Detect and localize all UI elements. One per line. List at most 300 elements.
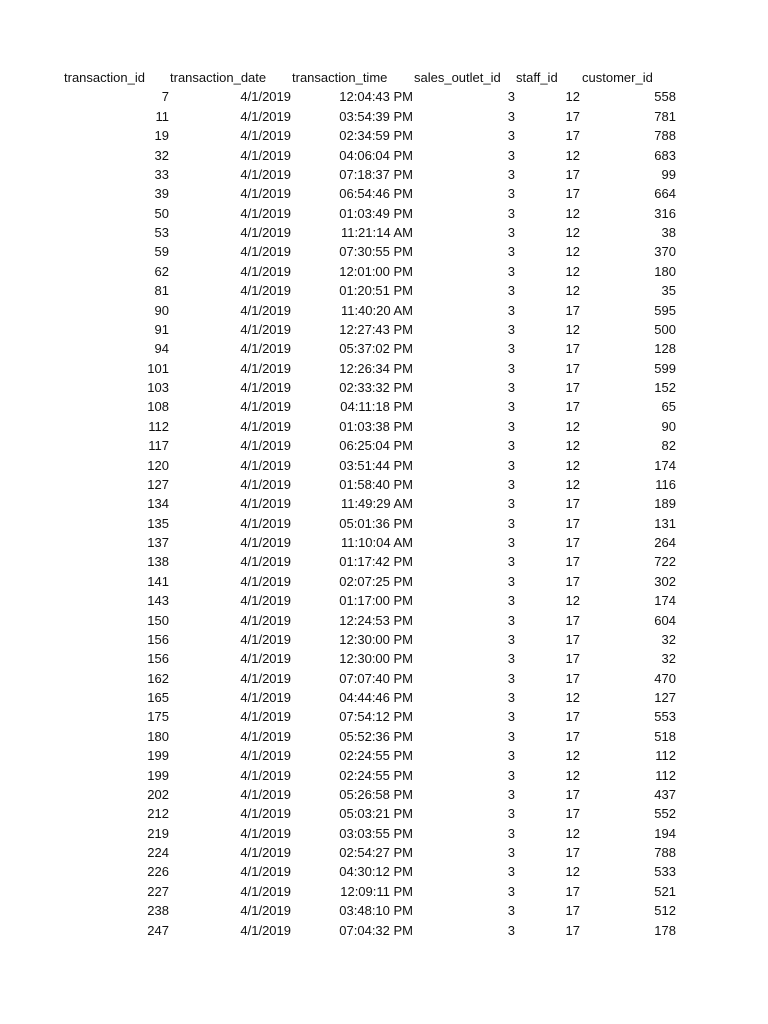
cell-transaction-id: 32 xyxy=(154,147,169,163)
cell-transaction-date: 4/1/2019 xyxy=(240,89,291,105)
header-transaction-id: transaction_id xyxy=(64,70,145,85)
cell-sales-outlet-id: 3 xyxy=(507,728,515,744)
table-row xyxy=(0,630,768,649)
cell-transaction-time: 04:44:46 PM xyxy=(339,690,413,705)
cell-transaction-id: 224 xyxy=(147,845,169,860)
cell-sales-outlet-id: 3 xyxy=(507,438,515,454)
cell-transaction-time: 03:03:55 PM xyxy=(339,825,413,841)
cell-transaction-time: 07:18:37 PM xyxy=(339,166,413,182)
cell-transaction-date: 4/1/2019 xyxy=(240,573,291,589)
cell-staff-id: 17 xyxy=(565,341,580,357)
cell-transaction-date: 4/1/2019 xyxy=(240,302,291,318)
cell-transaction-time: 01:17:42 PM xyxy=(339,554,413,570)
table-row xyxy=(0,262,768,281)
cell-sales-outlet-id: 3 xyxy=(507,496,515,512)
cell-staff-id: 12 xyxy=(565,748,580,764)
header-sales-outlet-id: sales_outlet_id xyxy=(414,70,501,85)
header-transaction-date: transaction_date xyxy=(170,70,267,85)
cell-sales-outlet-id: 3 xyxy=(507,767,515,783)
cell-transaction-id: 120 xyxy=(147,457,169,473)
cell-sales-outlet-id: 3 xyxy=(507,476,515,492)
table-row xyxy=(0,165,768,184)
cell-transaction-id: 162 xyxy=(147,670,169,686)
cell-transaction-date: 4/1/2019 xyxy=(240,612,291,628)
cell-transaction-time: 02:07:25 PM xyxy=(339,573,413,589)
cell-transaction-date: 4/1/2019 xyxy=(240,748,291,764)
cell-customer-id: 178 xyxy=(654,922,676,938)
table-row xyxy=(0,843,768,862)
cell-sales-outlet-id: 3 xyxy=(507,593,515,609)
cell-transaction-id: 156 xyxy=(147,651,169,667)
cell-customer-id: 174 xyxy=(654,457,676,473)
cell-transaction-time: 02:34:59 PM xyxy=(339,128,413,144)
cell-sales-outlet-id: 3 xyxy=(507,186,515,202)
cell-transaction-date: 4/1/2019 xyxy=(240,631,291,647)
table-row xyxy=(0,669,768,688)
cell-transaction-date: 4/1/2019 xyxy=(240,205,291,221)
table-row xyxy=(0,785,768,804)
cell-transaction-time: 12:30:00 PM xyxy=(339,651,413,667)
cell-sales-outlet-id: 3 xyxy=(507,341,515,357)
table-row xyxy=(0,824,768,843)
cell-transaction-id: 7 xyxy=(161,89,169,105)
cell-sales-outlet-id: 3 xyxy=(507,845,515,860)
cell-sales-outlet-id: 3 xyxy=(507,670,515,686)
cell-transaction-time: 01:20:51 PM xyxy=(339,283,413,299)
cell-customer-id: 194 xyxy=(654,825,676,841)
cell-transaction-id: 141 xyxy=(147,573,169,589)
cell-transaction-date: 4/1/2019 xyxy=(240,186,291,202)
cell-transaction-time: 03:51:44 PM xyxy=(339,457,413,473)
cell-staff-id: 17 xyxy=(565,554,580,570)
cell-sales-outlet-id: 3 xyxy=(507,457,515,473)
cell-staff-id: 17 xyxy=(565,166,580,182)
cell-transaction-time: 02:33:32 PM xyxy=(339,380,413,395)
cell-staff-id: 17 xyxy=(565,651,580,667)
cell-transaction-date: 4/1/2019 xyxy=(240,515,291,531)
cell-transaction-id: 227 xyxy=(147,883,169,899)
table-row xyxy=(0,281,768,300)
cell-sales-outlet-id: 3 xyxy=(507,631,515,647)
table-row xyxy=(0,514,768,533)
cell-sales-outlet-id: 3 xyxy=(507,225,515,240)
cell-sales-outlet-id: 3 xyxy=(507,922,515,938)
cell-customer-id: 180 xyxy=(654,263,676,279)
cell-transaction-time: 05:26:58 PM xyxy=(339,786,413,802)
table-row xyxy=(0,87,768,106)
cell-staff-id: 17 xyxy=(565,806,580,822)
table-row xyxy=(0,146,768,165)
cell-staff-id: 12 xyxy=(565,244,580,260)
cell-transaction-id: 156 xyxy=(147,631,169,647)
cell-transaction-id: 175 xyxy=(147,709,169,725)
cell-staff-id: 17 xyxy=(565,108,580,124)
cell-transaction-date: 4/1/2019 xyxy=(240,457,291,473)
cell-transaction-date: 4/1/2019 xyxy=(240,360,291,376)
cell-staff-id: 12 xyxy=(565,825,580,841)
cell-transaction-id: 11 xyxy=(155,108,169,124)
cell-staff-id: 12 xyxy=(565,438,580,454)
table-row xyxy=(0,339,768,358)
cell-transaction-time: 06:54:46 PM xyxy=(339,186,413,202)
cell-transaction-date: 4/1/2019 xyxy=(240,825,291,841)
cell-customer-id: 512 xyxy=(654,903,676,919)
table-header-row xyxy=(0,68,768,87)
cell-customer-id: 683 xyxy=(654,147,676,163)
cell-customer-id: 116 xyxy=(655,476,676,492)
cell-staff-id: 17 xyxy=(565,380,580,395)
cell-transaction-time: 03:48:10 PM xyxy=(339,903,413,919)
cell-customer-id: 437 xyxy=(654,786,676,802)
cell-sales-outlet-id: 3 xyxy=(507,786,515,802)
cell-transaction-time: 12:09:11 PM xyxy=(340,883,413,899)
cell-staff-id: 17 xyxy=(565,845,580,860)
cell-transaction-time: 02:24:55 PM xyxy=(339,767,413,783)
cell-transaction-date: 4/1/2019 xyxy=(240,321,291,337)
cell-transaction-date: 4/1/2019 xyxy=(240,767,291,783)
cell-sales-outlet-id: 3 xyxy=(507,825,515,841)
cell-transaction-id: 62 xyxy=(154,263,169,279)
cell-sales-outlet-id: 3 xyxy=(507,864,515,880)
cell-staff-id: 17 xyxy=(565,128,580,144)
cell-transaction-time: 07:54:12 PM xyxy=(339,709,413,725)
cell-sales-outlet-id: 3 xyxy=(507,806,515,822)
cell-staff-id: 12 xyxy=(565,767,580,783)
cell-staff-id: 12 xyxy=(565,263,580,279)
cell-customer-id: 152 xyxy=(654,380,676,395)
cell-transaction-time: 05:37:02 PM xyxy=(339,341,413,357)
table-row xyxy=(0,688,768,707)
cell-customer-id: 552 xyxy=(654,806,676,822)
table-row xyxy=(0,707,768,726)
cell-sales-outlet-id: 3 xyxy=(507,709,515,725)
cell-transaction-id: 39 xyxy=(154,186,169,202)
cell-staff-id: 17 xyxy=(565,728,580,744)
cell-customer-id: 781 xyxy=(654,108,676,124)
cell-transaction-date: 4/1/2019 xyxy=(240,690,291,705)
table-row xyxy=(0,320,768,339)
cell-transaction-id: 219 xyxy=(147,825,169,841)
cell-customer-id: 65 xyxy=(661,399,676,415)
table-row xyxy=(0,242,768,261)
table-row xyxy=(0,746,768,765)
cell-transaction-date: 4/1/2019 xyxy=(240,496,291,512)
cell-transaction-id: 135 xyxy=(147,515,169,531)
cell-sales-outlet-id: 3 xyxy=(507,690,515,705)
cell-staff-id: 17 xyxy=(565,612,580,628)
cell-transaction-time: 12:30:00 PM xyxy=(339,631,413,647)
cell-customer-id: 521 xyxy=(654,883,676,899)
cell-staff-id: 17 xyxy=(565,399,580,415)
cell-staff-id: 12 xyxy=(565,89,580,105)
cell-staff-id: 12 xyxy=(565,476,580,492)
cell-customer-id: 90 xyxy=(661,418,676,434)
cell-transaction-date: 4/1/2019 xyxy=(240,418,291,434)
table-row xyxy=(0,107,768,126)
cell-transaction-date: 4/1/2019 xyxy=(240,709,291,725)
cell-sales-outlet-id: 3 xyxy=(507,651,515,667)
cell-staff-id: 17 xyxy=(565,360,580,376)
cell-customer-id: 595 xyxy=(654,302,676,318)
cell-transaction-date: 4/1/2019 xyxy=(240,283,291,299)
cell-transaction-id: 143 xyxy=(147,593,169,609)
table-row xyxy=(0,184,768,203)
cell-transaction-date: 4/1/2019 xyxy=(240,438,291,454)
cell-staff-id: 12 xyxy=(565,225,580,240)
cell-transaction-id: 19 xyxy=(154,128,169,144)
cell-sales-outlet-id: 3 xyxy=(507,554,515,570)
cell-customer-id: 518 xyxy=(654,728,676,744)
cell-sales-outlet-id: 3 xyxy=(507,748,515,764)
cell-staff-id: 12 xyxy=(565,864,580,880)
cell-transaction-id: 103 xyxy=(147,380,169,395)
cell-transaction-id: 81 xyxy=(154,283,169,299)
cell-transaction-time: 11:21:14 AM xyxy=(340,225,413,240)
cell-transaction-id: 138 xyxy=(147,554,169,570)
table-row xyxy=(0,882,768,901)
cell-transaction-time: 06:25:04 PM xyxy=(339,438,413,454)
cell-customer-id: 32 xyxy=(661,651,676,667)
cell-customer-id: 131 xyxy=(654,515,676,531)
cell-transaction-id: 150 xyxy=(147,612,169,628)
cell-customer-id: 189 xyxy=(654,496,676,512)
cell-transaction-time: 11:40:20 AM xyxy=(340,302,413,318)
cell-customer-id: 370 xyxy=(654,244,676,260)
cell-staff-id: 17 xyxy=(565,670,580,686)
cell-customer-id: 533 xyxy=(654,864,676,880)
cell-transaction-time: 12:01:00 PM xyxy=(339,263,413,279)
cell-transaction-date: 4/1/2019 xyxy=(240,225,291,240)
cell-staff-id: 17 xyxy=(565,903,580,919)
cell-transaction-id: 117 xyxy=(148,438,169,454)
cell-transaction-date: 4/1/2019 xyxy=(240,535,291,550)
table-row xyxy=(0,397,768,416)
table-body xyxy=(0,87,768,940)
cell-customer-id: 35 xyxy=(661,283,676,299)
cell-customer-id: 604 xyxy=(654,612,676,628)
cell-transaction-date: 4/1/2019 xyxy=(240,593,291,609)
cell-sales-outlet-id: 3 xyxy=(507,244,515,260)
cell-staff-id: 17 xyxy=(565,573,580,589)
cell-transaction-date: 4/1/2019 xyxy=(240,554,291,570)
cell-sales-outlet-id: 3 xyxy=(507,903,515,919)
cell-transaction-id: 33 xyxy=(154,166,169,182)
cell-transaction-id: 212 xyxy=(147,806,169,822)
cell-sales-outlet-id: 3 xyxy=(507,380,515,395)
cell-customer-id: 302 xyxy=(654,573,676,589)
table-row xyxy=(0,552,768,571)
cell-transaction-date: 4/1/2019 xyxy=(240,108,291,124)
cell-transaction-time: 07:07:40 PM xyxy=(339,670,413,686)
cell-sales-outlet-id: 3 xyxy=(507,535,515,550)
cell-transaction-id: 238 xyxy=(147,903,169,919)
cell-staff-id: 17 xyxy=(565,535,580,550)
cell-transaction-id: 134 xyxy=(147,496,169,512)
cell-transaction-time: 12:26:34 PM xyxy=(339,360,413,376)
cell-transaction-date: 4/1/2019 xyxy=(240,341,291,357)
cell-transaction-date: 4/1/2019 xyxy=(240,476,291,492)
cell-transaction-time: 01:03:38 PM xyxy=(339,418,413,434)
cell-transaction-id: 165 xyxy=(147,690,169,705)
cell-sales-outlet-id: 3 xyxy=(507,283,515,299)
cell-transaction-id: 101 xyxy=(147,360,169,376)
cell-transaction-date: 4/1/2019 xyxy=(240,244,291,260)
cell-transaction-time: 03:54:39 PM xyxy=(339,108,413,124)
cell-sales-outlet-id: 3 xyxy=(507,128,515,144)
cell-transaction-date: 4/1/2019 xyxy=(240,380,291,395)
cell-transaction-id: 180 xyxy=(147,728,169,744)
table-row xyxy=(0,436,768,455)
cell-transaction-id: 112 xyxy=(148,418,169,434)
cell-transaction-date: 4/1/2019 xyxy=(240,806,291,822)
cell-transaction-date: 4/1/2019 xyxy=(240,786,291,802)
cell-transaction-date: 4/1/2019 xyxy=(240,903,291,919)
cell-sales-outlet-id: 3 xyxy=(507,360,515,376)
cell-staff-id: 12 xyxy=(565,418,580,434)
cell-transaction-time: 07:04:32 PM xyxy=(339,922,413,938)
cell-transaction-date: 4/1/2019 xyxy=(240,845,291,860)
header-staff-id: staff_id xyxy=(516,70,558,85)
table-row xyxy=(0,126,768,145)
cell-transaction-time: 05:52:36 PM xyxy=(339,728,413,744)
cell-staff-id: 17 xyxy=(565,786,580,802)
cell-customer-id: 470 xyxy=(654,670,676,686)
cell-customer-id: 316 xyxy=(654,205,676,221)
header-customer-id: customer_id xyxy=(582,70,653,85)
cell-transaction-id: 94 xyxy=(154,341,169,357)
cell-staff-id: 12 xyxy=(565,457,580,473)
table-row xyxy=(0,572,768,591)
cell-sales-outlet-id: 3 xyxy=(507,883,515,899)
cell-staff-id: 17 xyxy=(565,631,580,647)
cell-transaction-date: 4/1/2019 xyxy=(240,263,291,279)
cell-sales-outlet-id: 3 xyxy=(507,573,515,589)
cell-customer-id: 558 xyxy=(654,89,676,105)
cell-transaction-time: 11:10:04 AM xyxy=(340,535,413,550)
cell-transaction-time: 04:30:12 PM xyxy=(339,864,413,880)
cell-transaction-date: 4/1/2019 xyxy=(240,651,291,667)
cell-sales-outlet-id: 3 xyxy=(507,108,515,124)
cell-sales-outlet-id: 3 xyxy=(507,166,515,182)
table-row xyxy=(0,378,768,397)
cell-transaction-time: 05:03:21 PM xyxy=(339,806,413,822)
table-row xyxy=(0,766,768,785)
table-row xyxy=(0,533,768,552)
cell-sales-outlet-id: 3 xyxy=(507,147,515,163)
cell-transaction-id: 202 xyxy=(147,786,169,802)
cell-staff-id: 17 xyxy=(565,709,580,725)
cell-customer-id: 112 xyxy=(655,767,676,783)
cell-transaction-time: 05:01:36 PM xyxy=(339,515,413,531)
cell-staff-id: 17 xyxy=(565,496,580,512)
cell-staff-id: 12 xyxy=(565,690,580,705)
table-row xyxy=(0,727,768,746)
cell-customer-id: 174 xyxy=(654,593,676,609)
cell-staff-id: 12 xyxy=(565,147,580,163)
cell-transaction-id: 226 xyxy=(147,864,169,880)
cell-transaction-date: 4/1/2019 xyxy=(240,670,291,686)
cell-staff-id: 12 xyxy=(565,321,580,337)
table-row xyxy=(0,611,768,630)
cell-staff-id: 12 xyxy=(565,283,580,299)
cell-transaction-date: 4/1/2019 xyxy=(240,166,291,182)
cell-customer-id: 599 xyxy=(654,360,676,376)
cell-staff-id: 17 xyxy=(565,883,580,899)
cell-transaction-date: 4/1/2019 xyxy=(240,922,291,938)
cell-transaction-date: 4/1/2019 xyxy=(240,728,291,744)
cell-transaction-time: 07:30:55 PM xyxy=(339,244,413,260)
cell-transaction-date: 4/1/2019 xyxy=(240,147,291,163)
cell-sales-outlet-id: 3 xyxy=(507,321,515,337)
cell-sales-outlet-id: 3 xyxy=(507,89,515,105)
table-row xyxy=(0,649,768,668)
table-row xyxy=(0,494,768,513)
cell-transaction-id: 247 xyxy=(147,922,169,938)
cell-sales-outlet-id: 3 xyxy=(507,302,515,318)
cell-sales-outlet-id: 3 xyxy=(507,205,515,221)
cell-staff-id: 17 xyxy=(565,515,580,531)
cell-sales-outlet-id: 3 xyxy=(507,399,515,415)
cell-customer-id: 82 xyxy=(661,438,676,454)
cell-customer-id: 264 xyxy=(654,535,676,550)
header-transaction-time: transaction_time xyxy=(292,70,388,85)
cell-transaction-time: 01:58:40 PM xyxy=(339,476,413,492)
table-row xyxy=(0,456,768,475)
cell-transaction-time: 02:24:55 PM xyxy=(339,748,413,764)
table-row xyxy=(0,901,768,920)
cell-customer-id: 553 xyxy=(654,709,676,725)
cell-staff-id: 17 xyxy=(565,302,580,318)
cell-transaction-time: 04:11:18 PM xyxy=(340,399,413,415)
table-row xyxy=(0,591,768,610)
cell-customer-id: 128 xyxy=(654,341,676,357)
cell-transaction-id: 53 xyxy=(154,225,169,240)
table-row xyxy=(0,804,768,823)
cell-customer-id: 38 xyxy=(661,225,676,240)
cell-transaction-time: 04:06:04 PM xyxy=(339,147,413,163)
cell-transaction-id: 137 xyxy=(147,535,169,550)
cell-staff-id: 17 xyxy=(565,922,580,938)
cell-customer-id: 500 xyxy=(654,321,676,337)
cell-transaction-id: 90 xyxy=(154,302,169,318)
cell-transaction-date: 4/1/2019 xyxy=(240,128,291,144)
table-row xyxy=(0,475,768,494)
cell-sales-outlet-id: 3 xyxy=(507,515,515,531)
cell-customer-id: 112 xyxy=(655,748,676,764)
cell-transaction-id: 199 xyxy=(147,767,169,783)
table-row xyxy=(0,301,768,320)
cell-transaction-time: 01:03:49 PM xyxy=(339,205,413,221)
cell-customer-id: 99 xyxy=(661,166,676,182)
cell-transaction-date: 4/1/2019 xyxy=(240,864,291,880)
cell-transaction-id: 199 xyxy=(147,748,169,764)
cell-sales-outlet-id: 3 xyxy=(507,263,515,279)
table-row xyxy=(0,417,768,436)
cell-transaction-time: 12:27:43 PM xyxy=(339,321,413,337)
cell-transaction-date: 4/1/2019 xyxy=(240,883,291,899)
cell-transaction-id: 108 xyxy=(147,399,169,415)
table-row xyxy=(0,204,768,223)
transaction-table xyxy=(0,68,768,940)
cell-transaction-time: 12:24:53 PM xyxy=(339,612,413,628)
cell-transaction-id: 91 xyxy=(154,321,169,337)
cell-customer-id: 32 xyxy=(661,631,676,647)
table-row xyxy=(0,359,768,378)
cell-customer-id: 722 xyxy=(654,554,676,570)
cell-transaction-time: 12:04:43 PM xyxy=(339,89,413,105)
cell-staff-id: 17 xyxy=(565,186,580,202)
cell-transaction-time: 02:54:27 PM xyxy=(339,845,413,860)
